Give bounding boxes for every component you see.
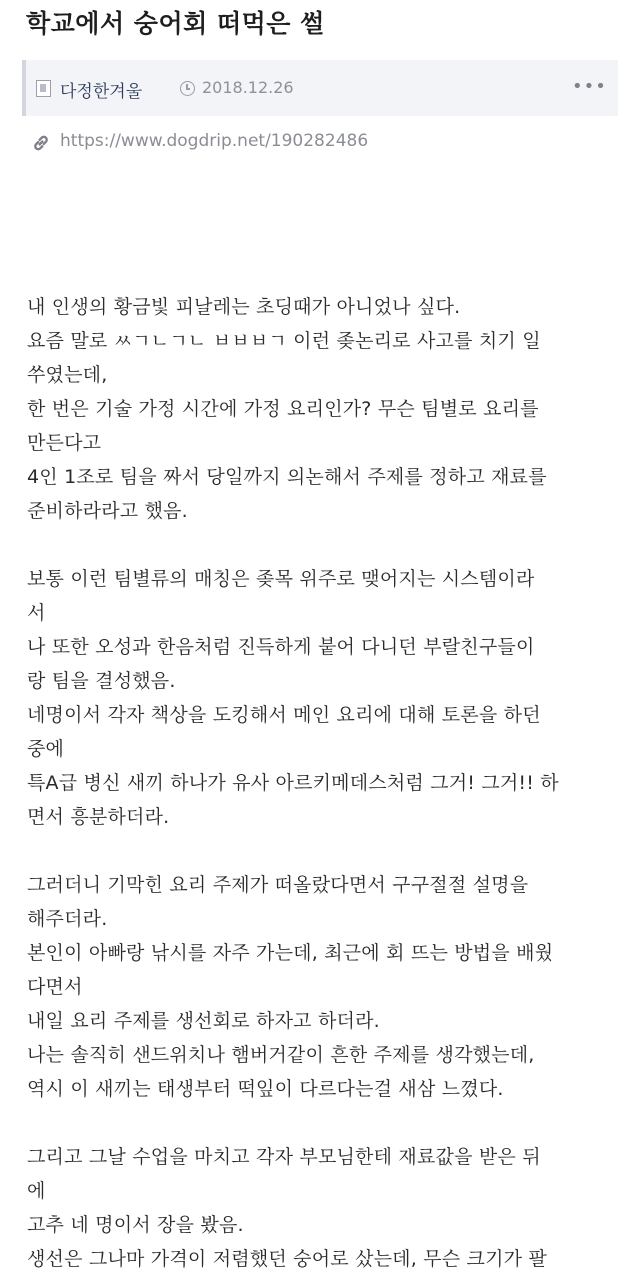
link-icon: [30, 132, 52, 154]
body-line: 만든다고: [27, 432, 102, 454]
body-line: 특A급 병신 새끼 하나가 유사 아르키메데스처럼 그거! 그거!! 하: [27, 772, 559, 794]
body-line: 그리고 그날 수업을 마치고 각자 부모님한테 재료값을 받은 뒤: [27, 1146, 541, 1168]
body-line: 다면서: [27, 976, 83, 998]
meta-accent-stripe: [22, 60, 26, 116]
body-line: 본인이 아빠랑 낚시를 자주 가는데, 최근에 회 뜨는 방법을 배웠: [27, 942, 554, 964]
body-line: 나 또한 오성과 한음처럼 진득하게 붙어 다니던 부랄친구들이: [27, 636, 535, 658]
body-line: 내 인생의 황금빛 피날레는 초딩때가 아니었나 싶다.: [27, 296, 461, 318]
author-badge-icon: [36, 80, 51, 97]
body-line: 서: [27, 602, 46, 624]
body-line: 중에: [27, 738, 65, 760]
body-line: 고추 네 명이서 장을 봤음.: [27, 1214, 244, 1236]
body-line: 생선은 그나마 가격이 저렴했던 숭어로 샀는데, 무슨 크기가 팔: [27, 1248, 548, 1270]
body-line: 역시 이 새끼는 태생부터 떡잎이 다르다는걸 새삼 느꼈다.: [27, 1078, 504, 1100]
paragraph: [27, 290, 617, 528]
body-line: 해주더라.: [27, 908, 108, 930]
body-line: 나는 솔직히 샌드위치나 햄버거같이 흔한 주제를 생각했는데,: [27, 1044, 535, 1066]
paragraph: [27, 1140, 617, 1276]
body-line: 한 번은 기술 가정 시간에 가정 요리인가? 무슨 팀별로 요리를: [27, 398, 539, 420]
body-line: 랑 팀을 결성했음.: [27, 670, 176, 692]
article-body: [27, 290, 617, 1280]
post-title: 학교에서 숭어회 떠먹은 썰: [26, 9, 325, 38]
body-line: 면서 흥분하더라.: [27, 806, 170, 828]
source-link[interactable]: https://www.dogdrip.net/190282486: [60, 131, 369, 151]
body-line: 준비하라라고 했음.: [27, 500, 188, 522]
clock-icon: [180, 81, 195, 96]
body-line: 보통 이런 팀별류의 매칭은 좆목 위주로 맺어지는 시스템이라: [27, 568, 535, 590]
body-line: 그러더니 기막힌 요리 주제가 떠올랐다면서 구구절절 설명을: [27, 874, 529, 896]
body-line: 요즘 말로 ㅆㄱㄴㄱㄴ ㅂㅂㅂㄱ 이런 좆논리로 사고를 치기 일: [27, 330, 541, 352]
body-line: 4인 1조로 팀을 짜서 당일까지 의논해서 주제를 정하고 재료를: [27, 466, 547, 488]
body-line: 쑤였는데,: [27, 364, 108, 386]
post-date: 2018.12.26: [202, 78, 294, 97]
post-meta-bar: [22, 60, 618, 116]
body-line: 에: [27, 1180, 46, 1202]
paragraph: [27, 868, 617, 1106]
more-options-icon[interactable]: •••: [572, 76, 607, 97]
body-line: 내일 요리 주제를 생선회로 하자고 하더라.: [27, 1010, 380, 1032]
paragraph: [27, 562, 617, 834]
post-author[interactable]: 다정한겨울: [60, 82, 143, 102]
body-line: 네명이서 각자 책상을 도킹해서 메인 요리에 대해 토론을 하던: [27, 704, 541, 726]
